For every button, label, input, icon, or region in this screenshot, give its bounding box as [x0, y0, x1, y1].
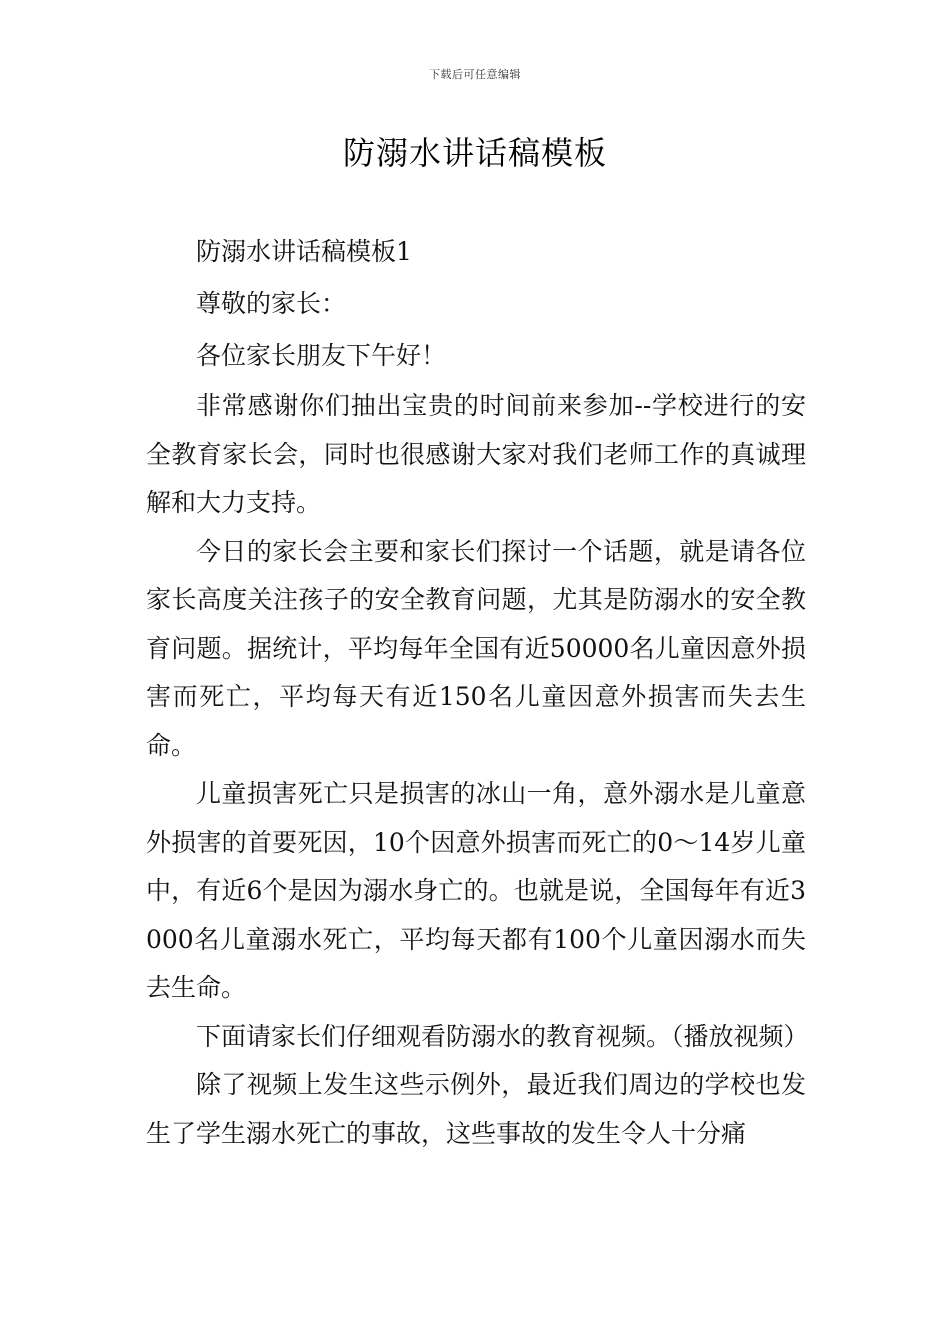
paragraph-salutation: 尊敬的家长： [196, 289, 347, 318]
document-title: 防溺水讲话稿模板 [342, 134, 607, 172]
document-body [146, 226, 809, 1158]
paragraph: 非常感谢你们抽出宝贵的时间前来参加--学校进行的安全教育家长会，同时也很感谢大家对我们老师工作的真诚理解和大力支持。 [146, 391, 806, 517]
paragraph: 下面请家长们仔细观看防溺水的教育视频。（播放视频） [196, 1021, 809, 1051]
paragraph: 今日的家长会主要和家长们探讨一个话题，就是请各位家长高度关注孩子的安全教育问题，尤其是防溺水的安全教育问题。据统计，平均每年全国有近50000名儿童因意外损害而死亡，平均每天有近150名儿童因意外损害而失去生命。 [146, 536, 806, 760]
header-note: 下载后可任意编辑 [429, 68, 521, 81]
paragraph-subtitle: 防溺水讲话稿模板1 [196, 237, 412, 266]
paragraph: 除了视频上发生这些示例外，最近我们周边的学校也发生了学生溺水死亡的事故，这些事故的发生令人十分痛 [146, 1070, 806, 1148]
paragraph: 儿童损害死亡只是损害的冰山一角，意外溺水是儿童意外损害的首要死因，10个因意外损害而死亡的0～14岁儿童中，有近6个是因为溺水身亡的。也就是说，全国每年有近3000名儿童溺水死亡，平均每天都有100个儿童因溺水而失去生命。 [146, 779, 806, 1002]
paragraph-greeting: 各位家长朋友下午好！ [196, 341, 447, 370]
